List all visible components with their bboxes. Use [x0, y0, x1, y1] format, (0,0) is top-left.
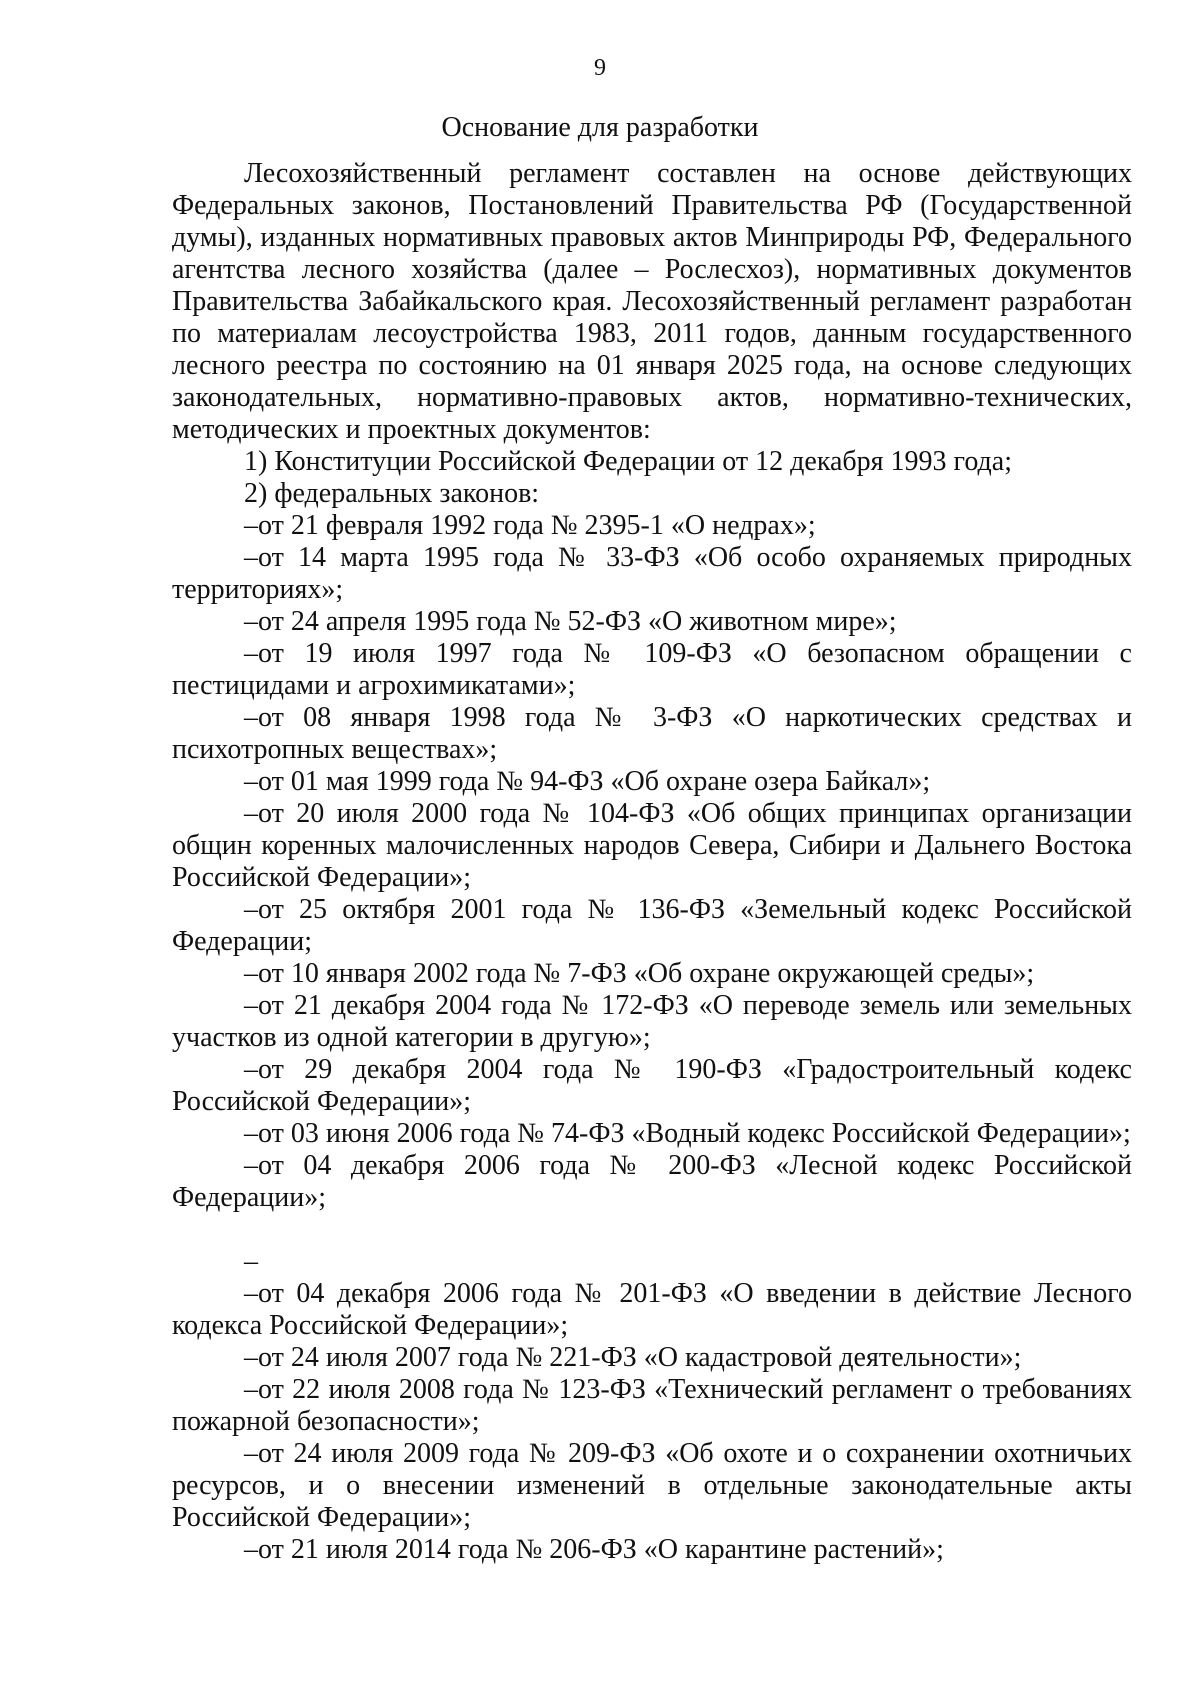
law-item: –от 25 октября 2001 года № 136-ФЗ «Земельный кодекс Российской Федерации; [172, 894, 1132, 957]
law-item: –от 04 декабря 2006 года № 200-ФЗ «Лесной кодекс Российской Федерации»; [172, 1150, 1132, 1213]
law-item: –от 03 июня 2006 года № 74-ФЗ «Водный кодекс Российской Федерации»; [244, 1118, 1131, 1149]
list-item-constitution: 1) Конституции Российской Федерации от 12 декабря 1993 года; [244, 446, 1012, 477]
intro-paragraph: Лесохозяйственный регламент составлен на основе действующих Федеральных законов, Постановлений Правительства РФ (Государственной думы), изданных нормативных правовых актов Минприроды РФ, Федерального агентства лесного хозяйства (далее – Рослесхоз), нормативных документов Правительства Забайкальского края. Лесохозяйственный регламент разработан по материалам лесоустройства 1983, 2011 годов, данным государственного лесного реестра по состоянию на 01 января 2025 года, на основе следующих законодательных, нормативно-правовых актов, нормативно-технических, методических и проектных документов: [172, 158, 1132, 445]
law-item: –от 21 июля 2014 года № 206-ФЗ «О карантине растений»; [244, 1534, 944, 1565]
law-item: –от 29 декабря 2004 года № 190-ФЗ «Градостроительный кодекс Российской Федерации»; [172, 1054, 1132, 1117]
law-item: –от 10 января 2002 года № 7-ФЗ «Об охране окружающей среды»; [244, 958, 1035, 989]
list-item-federal-laws: 2) федеральных законов: [244, 478, 540, 509]
law-item: –от 21 февраля 1992 года № 2395-1 «О недрах»; [244, 510, 816, 541]
document-body [172, 158, 1132, 1566]
law-item: –от 21 декабря 2004 года № 172-ФЗ «О переводе земель или земельных участков из одной категории в другую»; [172, 990, 1132, 1053]
law-item: –от 20 июля 2000 года № 104-ФЗ «Об общих принципах организации общин коренных малочисленных народов Севера, Сибири и Дальнего Востока Российской Федерации»; [172, 798, 1132, 893]
law-item: –от 22 июля 2008 года № 123-ФЗ «Технический регламент о требованиях пожарной безопасности»; [172, 1374, 1132, 1437]
law-item: –от 19 июля 1997 года № 109-ФЗ «О безопасном обращении с пестицидами и агрохимикатами»; [172, 638, 1132, 701]
blank-line [172, 1214, 1132, 1246]
law-item: –от 14 марта 1995 года № 33-ФЗ «Об особо охраняемых природных территориях»; [172, 542, 1132, 605]
law-item: –от 24 июля 2007 года № 221-ФЗ «О кадастровой деятельности»; [244, 1342, 1022, 1373]
law-item: –от 08 января 1998 года № 3-ФЗ «О наркотических средствах и психотропных веществах»; [172, 702, 1132, 765]
stray-dash: – [244, 1246, 258, 1277]
law-item: –от 04 декабря 2006 года № 201-ФЗ «О введении в действие Лесного кодекса Российской Федерации»; [172, 1278, 1132, 1341]
law-item: –от 24 апреля 1995 года № 52-ФЗ «О животном мире»; [244, 606, 897, 637]
law-item: –от 24 июля 2009 года № 209-ФЗ «Об охоте и о сохранении охотничьих ресурсов, и о внесении изменений в отдельные законодательные акты Российской Федерации»; [172, 1438, 1132, 1533]
page-number: 9 [594, 55, 606, 81]
section-heading: Основание для разработки [441, 112, 759, 143]
law-item: –от 01 мая 1999 года № 94-ФЗ «Об охране озера Байкал»; [244, 766, 931, 797]
